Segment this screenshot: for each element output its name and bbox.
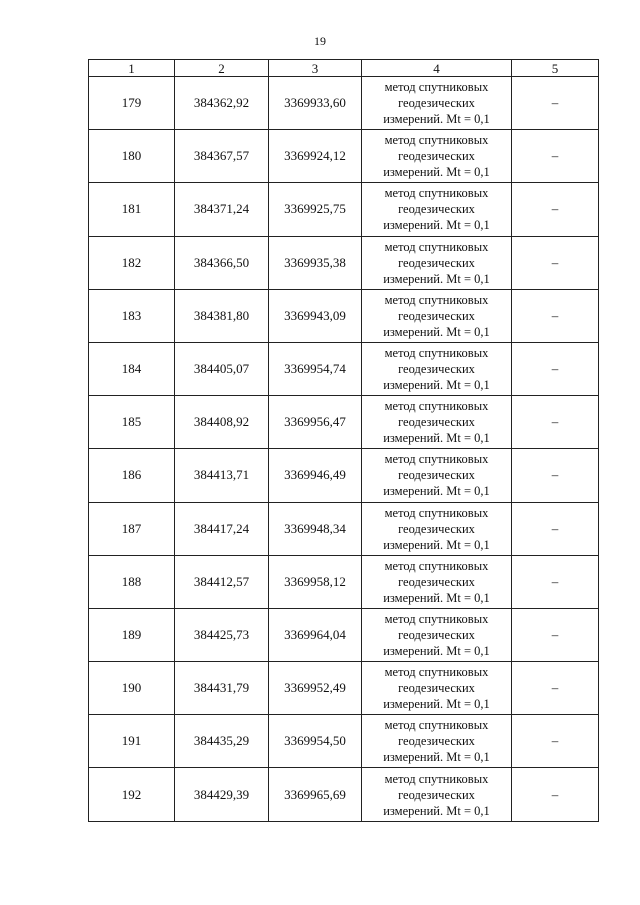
method-line-2: геодезических <box>398 681 475 696</box>
note-cell: – <box>512 130 599 183</box>
table-row <box>89 449 599 502</box>
point-number: 181 <box>89 183 175 236</box>
coordinate-x: 384405,07 <box>175 342 269 395</box>
method-line-1: метод спутниковых <box>384 665 489 680</box>
method-line-1: метод спутниковых <box>384 558 489 573</box>
table-row <box>89 715 599 768</box>
point-number: 184 <box>89 342 175 395</box>
method-line-3: измерений. Mt = 0,1 <box>383 590 490 605</box>
note-cell: – <box>512 502 599 555</box>
page-number: 19 <box>314 34 326 48</box>
method-cell <box>362 183 512 236</box>
table-row <box>89 342 599 395</box>
method-line-1: метод спутниковых <box>384 133 489 148</box>
note-cell: – <box>512 236 599 289</box>
table-row <box>89 555 599 608</box>
method-line-1: метод спутниковых <box>384 399 489 414</box>
method-line-2: геодезических <box>398 627 475 642</box>
coordinate-x: 384366,50 <box>175 236 269 289</box>
coordinate-x: 384371,24 <box>175 183 269 236</box>
method-line-1: метод спутниковых <box>384 80 489 95</box>
point-number: 190 <box>89 662 175 715</box>
method-line-1: метод спутниковых <box>384 292 489 307</box>
method-line-1: метод спутниковых <box>384 239 489 254</box>
point-number: 188 <box>89 555 175 608</box>
note-cell: – <box>512 396 599 449</box>
method-cell <box>362 768 512 821</box>
method-line-1: метод спутниковых <box>384 186 489 201</box>
coordinate-x: 384367,57 <box>175 130 269 183</box>
coordinate-x: 384381,80 <box>175 289 269 342</box>
coordinate-x: 384435,29 <box>175 715 269 768</box>
point-number: 185 <box>89 396 175 449</box>
note-cell: – <box>512 449 599 502</box>
table-row <box>89 662 599 715</box>
method-line-3: измерений. Mt = 0,1 <box>383 697 490 712</box>
point-number: 189 <box>89 608 175 661</box>
note-cell: – <box>512 183 599 236</box>
note-cell: – <box>512 715 599 768</box>
coordinate-x: 384413,71 <box>175 449 269 502</box>
header-col-4: 4 <box>362 60 512 77</box>
table-row <box>89 768 599 821</box>
method-line-3: измерений. Mt = 0,1 <box>383 165 490 180</box>
coordinate-y: 3369948,34 <box>269 502 362 555</box>
method-line-1: метод спутниковых <box>384 611 489 626</box>
table-row <box>89 77 599 130</box>
method-line-1: метод спутниковых <box>384 771 489 786</box>
method-line-2: геодезических <box>398 468 475 483</box>
point-number: 183 <box>89 289 175 342</box>
table-row <box>89 396 599 449</box>
coordinate-y: 3369924,12 <box>269 130 362 183</box>
point-number: 182 <box>89 236 175 289</box>
method-line-2: геодезических <box>398 415 475 430</box>
method-cell <box>362 662 512 715</box>
method-line-2: геодезических <box>398 202 475 217</box>
method-line-2: геодезических <box>398 255 475 270</box>
method-line-3: измерений. Mt = 0,1 <box>383 112 490 127</box>
method-line-3: измерений. Mt = 0,1 <box>383 271 490 286</box>
note-cell: – <box>512 289 599 342</box>
method-line-1: метод спутниковых <box>384 452 489 467</box>
coordinate-x: 384431,79 <box>175 662 269 715</box>
method-cell <box>362 715 512 768</box>
method-line-2: геодезических <box>398 734 475 749</box>
note-cell: – <box>512 555 599 608</box>
note-cell: – <box>512 342 599 395</box>
coordinate-y: 3369933,60 <box>269 77 362 130</box>
method-line-3: измерений. Mt = 0,1 <box>383 484 490 499</box>
coordinate-y: 3369954,74 <box>269 342 362 395</box>
header-col-5: 5 <box>512 60 599 77</box>
coordinate-y: 3369952,49 <box>269 662 362 715</box>
table-row <box>89 236 599 289</box>
point-number: 180 <box>89 130 175 183</box>
note-cell: – <box>512 77 599 130</box>
table-header <box>89 60 599 77</box>
method-line-2: геодезических <box>398 149 475 164</box>
table-row <box>89 183 599 236</box>
header-col-3: 3 <box>269 60 362 77</box>
coordinate-y: 3369965,69 <box>269 768 362 821</box>
header-row <box>89 60 599 77</box>
method-line-3: измерений. Mt = 0,1 <box>383 431 490 446</box>
method-cell <box>362 449 512 502</box>
note-cell: – <box>512 608 599 661</box>
point-number: 186 <box>89 449 175 502</box>
method-line-1: метод спутниковых <box>384 346 489 361</box>
method-cell <box>362 289 512 342</box>
coordinate-x: 384417,24 <box>175 502 269 555</box>
coordinate-y: 3369925,75 <box>269 183 362 236</box>
coordinate-y: 3369958,12 <box>269 555 362 608</box>
coordinate-y: 3369964,04 <box>269 608 362 661</box>
coordinate-y: 3369946,49 <box>269 449 362 502</box>
method-line-2: геодезических <box>398 362 475 377</box>
point-number: 192 <box>89 768 175 821</box>
method-line-3: измерений. Mt = 0,1 <box>383 643 490 658</box>
coordinate-y: 3369954,50 <box>269 715 362 768</box>
coordinates-table <box>88 59 599 822</box>
coordinate-x: 384412,57 <box>175 555 269 608</box>
method-line-3: измерений. Mt = 0,1 <box>383 537 490 552</box>
method-cell <box>362 130 512 183</box>
header-col-1: 1 <box>89 60 175 77</box>
method-cell <box>362 236 512 289</box>
table-row <box>89 289 599 342</box>
point-number: 187 <box>89 502 175 555</box>
table-row <box>89 130 599 183</box>
coordinate-y: 3369956,47 <box>269 396 362 449</box>
note-cell: – <box>512 768 599 821</box>
method-cell <box>362 342 512 395</box>
point-number: 191 <box>89 715 175 768</box>
method-cell <box>362 502 512 555</box>
method-line-2: геодезических <box>398 787 475 802</box>
method-cell <box>362 555 512 608</box>
method-line-3: измерений. Mt = 0,1 <box>383 803 490 818</box>
coordinate-x: 384425,73 <box>175 608 269 661</box>
table-body <box>89 77 599 822</box>
coordinate-y: 3369935,38 <box>269 236 362 289</box>
method-cell <box>362 396 512 449</box>
method-line-2: геодезических <box>398 574 475 589</box>
method-line-1: метод спутниковых <box>384 718 489 733</box>
method-line-2: геодезических <box>398 308 475 323</box>
coordinate-x: 384429,39 <box>175 768 269 821</box>
method-line-2: геодезических <box>398 96 475 111</box>
method-line-3: измерений. Mt = 0,1 <box>383 324 490 339</box>
method-line-2: геодезических <box>398 521 475 536</box>
coordinate-x: 384408,92 <box>175 396 269 449</box>
point-number: 179 <box>89 77 175 130</box>
method-line-3: измерений. Mt = 0,1 <box>383 750 490 765</box>
method-line-3: измерений. Mt = 0,1 <box>383 218 490 233</box>
coordinate-x: 384362,92 <box>175 77 269 130</box>
table-row <box>89 608 599 661</box>
coordinate-y: 3369943,09 <box>269 289 362 342</box>
note-cell: – <box>512 662 599 715</box>
method-line-3: измерений. Mt = 0,1 <box>383 378 490 393</box>
method-cell <box>362 77 512 130</box>
method-line-1: метод спутниковых <box>384 505 489 520</box>
method-cell <box>362 608 512 661</box>
table-row <box>89 502 599 555</box>
header-col-2: 2 <box>175 60 269 77</box>
